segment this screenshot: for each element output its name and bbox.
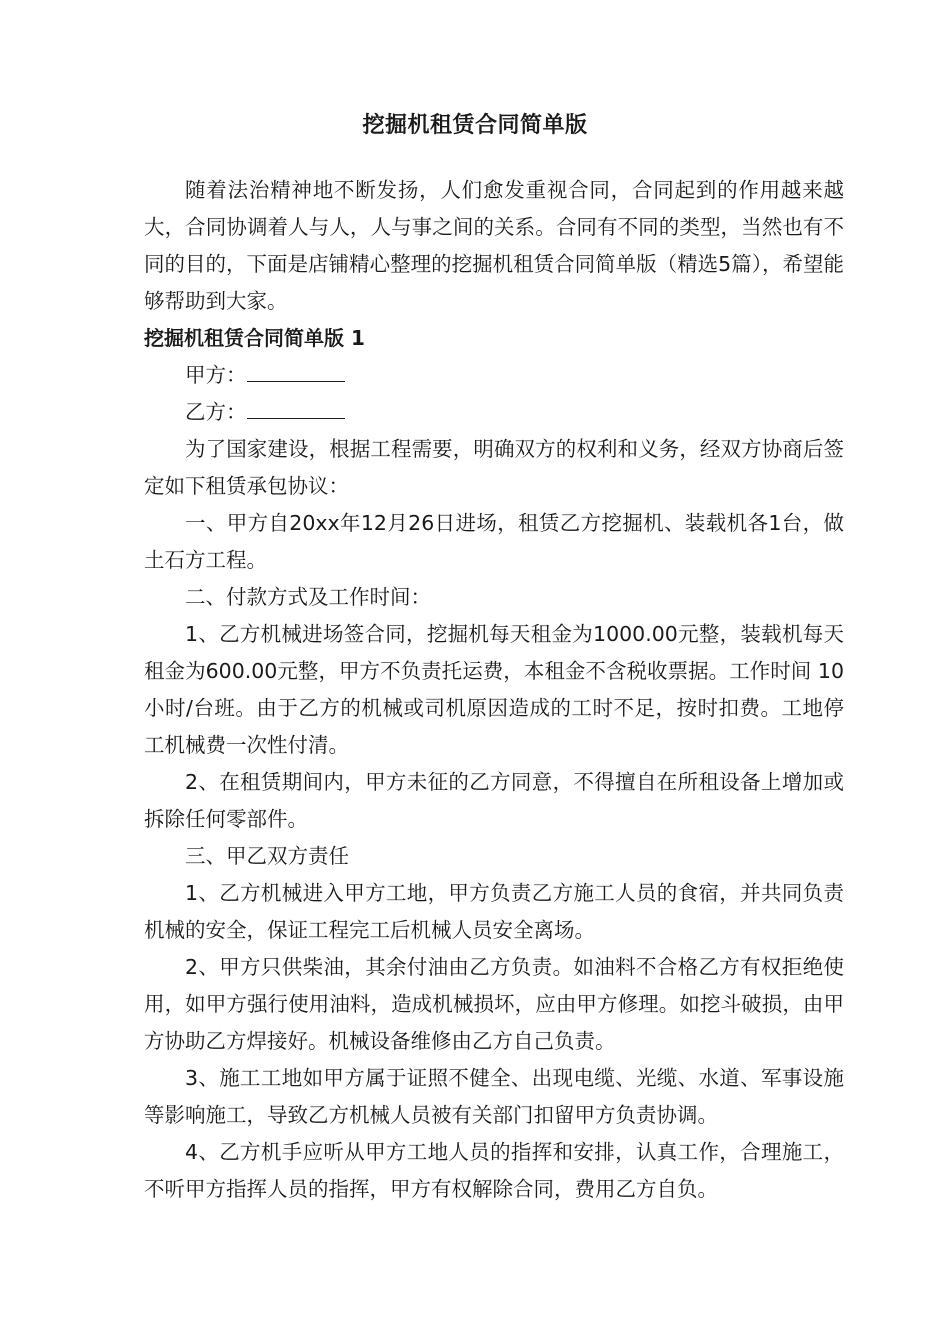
party-a-label: 甲方： [185,363,247,387]
party-b-line [144,394,844,431]
clause-3-heading: 三、甲乙双方责任 [185,844,349,868]
clause-preamble: 为了国家建设，根据工程需要，明确双方的权利和义务，经双方协商后签定如下租赁承包协议： [144,437,844,498]
party-b-label: 乙方： [185,400,247,424]
clause-3-item-2: 2、甲方只供柴油，其余付油由乙方负责。如油料不合格乙方有权拒绝使用，如甲方强行使用油料，造成机械损坏，应由甲方修理。如挖斗破损，由甲方协助乙方焊接好。机械设备维修由乙方自己负责。 [144,955,844,1053]
clause-2-heading: 二、付款方式及工作时间： [185,585,431,609]
clause-3-item-4: 4、乙方机手应听从甲方工地人员的指挥和安排，认真工作，合理施工，不听甲方指挥人员的指挥，甲方有权解除合同，费用乙方自负。 [144,1140,844,1201]
party-b-blank [247,396,345,419]
section-heading: 挖掘机租赁合同简单版 1 [144,326,365,350]
party-a-line [144,357,844,394]
document-body [144,172,844,1208]
clause-3-item-1: 1、乙方机械进入甲方工地，甲方负责乙方施工人员的食宿，并共同负责机械的安全，保证工程完工后机械人员安全离场。 [144,881,844,942]
party-a-blank [247,359,345,382]
document-title: 挖掘机租赁合同简单版 [362,113,588,138]
clause-2-item-1: 1、乙方机械进场签合同，挖掘机每天租金为1000.00元整，装载机每天租金为600.00元整，甲方不负责托运费，本租金不含税收票据。工作时间 10 小时/台班。由于乙方的机械或司机原因造成的工时不足，按时扣费。工地停工机械费一次性付清。 [144,622,844,757]
clause-2-item-2: 2、在租赁期间内，甲方未征的乙方同意，不得擅自在所租设备上增加或拆除任何零部件。 [144,770,844,831]
clause-3-item-3: 3、施工工地如甲方属于证照不健全、出现电缆、光缆、水道、军事设施等影响施工，导致乙方机械人员被有关部门扣留甲方负责协调。 [144,1066,844,1127]
intro-paragraph: 随着法治精神地不断发扬，人们愈发重视合同，合同起到的作用越来越大，合同协调着人与人，人与事之间的关系。合同有不同的类型，当然也有不同的目的，下面是店铺精心整理的挖掘机租赁合同简单版（精选5篇），希望能够帮助到大家。 [144,178,844,313]
clause-1: 一、甲方自20xx年12月26日进场，租赁乙方挖掘机、装载机各1台，做土石方工程。 [144,511,844,572]
